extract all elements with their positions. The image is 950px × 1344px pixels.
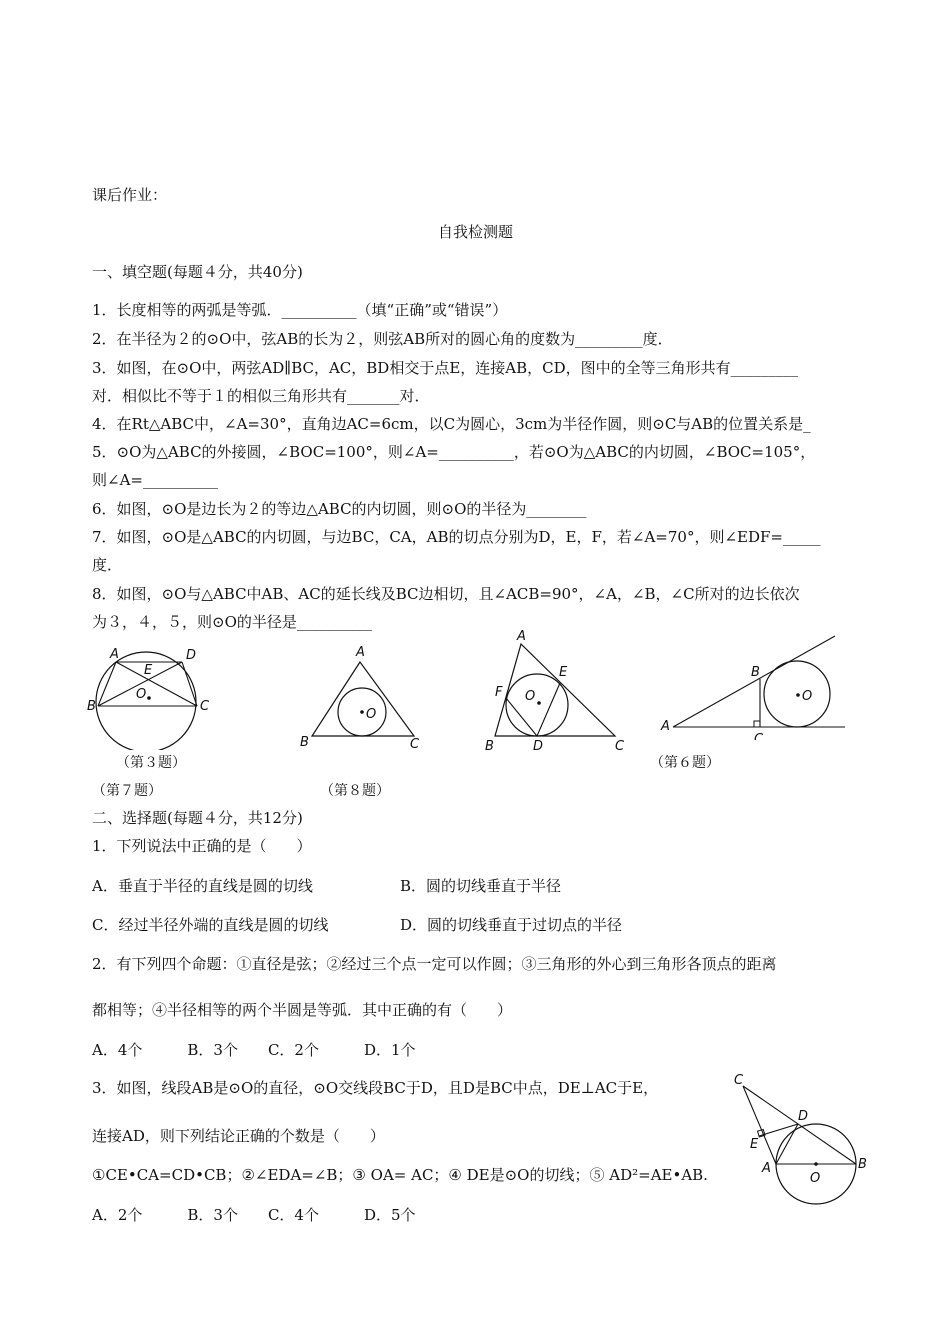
fill-q7-line2: 度．	[92, 556, 123, 574]
choice-q3-line2: 连接AD，则下列结论正确的个数是（ ）	[92, 1127, 385, 1145]
fig3-label-a: A	[517, 630, 526, 644]
choice-section-heading: 二、选择题(每题４分，共12分)	[92, 809, 303, 827]
fig4-label-o: O	[802, 689, 813, 704]
fill-q6: 6．如图，⊙O是边长为２的等边△ABC的内切圆，则⊙O的半径为________	[92, 500, 587, 518]
fig4-label-a: A	[661, 719, 670, 734]
fig5-label-c: C	[734, 1073, 744, 1088]
figure-equilateral-incircle	[290, 642, 430, 754]
fig1-label-a: A	[110, 647, 119, 662]
fig2-label-o: O	[366, 707, 377, 722]
choice-q1-stem: 1．下列说法中正确的是（ ）	[92, 837, 312, 855]
fig1-label-b: B	[87, 699, 96, 714]
fig1-caption-b: （第７题）	[92, 783, 162, 799]
choice-q2-line1: 2．有下列四个命题：①直径是弦；②经过三个点一定可以作圆；③三角形的外心到三角形各顶点的距离	[92, 955, 777, 973]
fill-q3-line1: 3．如图，在⊙O中，两弦AD∥BC，AC，BD相交于点E，连接AB，CD，图中的全等三角形共有_________	[92, 359, 799, 377]
fig5-label-b: B	[858, 1157, 867, 1172]
fill-q1: 1．长度相等的两弧是等弧．__________（填“正确”或“错误”）	[92, 301, 508, 319]
fill-q8-line1: 8．如图，⊙O与△ABC中AB、AC的延长线及BC边相切，且∠ACB=90°，∠A，∠B，∠C所对的边长依次	[92, 585, 800, 603]
choice-q1-option-a: A．垂直于半径的直线是圆的切线	[92, 877, 313, 895]
fig5-label-o: O	[810, 1171, 821, 1186]
fig3-label-f: F	[495, 685, 503, 700]
fill-q5-line2: 则∠A=__________	[92, 471, 218, 489]
fill-q3-line2: 对．相似比不等于１的相似三角形共有_______对．	[92, 387, 430, 405]
fig2-label-a: A	[356, 645, 365, 660]
fill-q7-line1: 7．如图，⊙O是△ABC的内切圆，与边BC，CA，AB的切点分别为D，E，F，若∠A=70°，则∠EDF=_____	[92, 528, 821, 546]
figure-excircle	[655, 630, 855, 740]
fill-q5-line1: 5．⊙O为△ABC的外接圆，∠BOC=100°，则∠A=__________，若⊙O为△ABC的内切圆，∠BOC=105°，	[92, 443, 816, 461]
choice-q1-option-c: C．经过半径外端的直线是圆的切线	[92, 916, 329, 934]
fig4-label-b: B	[751, 665, 760, 680]
fill-q8-line2: 为３，４，５，则⊙O的半径是__________	[92, 613, 372, 631]
fig3-label-d: D	[533, 739, 544, 754]
fig4-label-c: C	[754, 732, 764, 740]
figure-diameter-tangent	[728, 1066, 878, 1206]
figure-circle-chords	[85, 640, 225, 750]
choice-q3-line1: 3．如图，线段AB是⊙O的直径，⊙O交线段BC于D，且D是BC中点，DE⊥AC于E，	[92, 1079, 659, 1097]
figure-triangle-incircle-tangents	[475, 630, 635, 758]
fig3-label-o: O	[525, 689, 536, 704]
choice-q3-statements: ①CE•CA=CD•CB；②∠EDA=∠B；③ OA= AC；④ DE是⊙O的切线；⑤ AD²=AE•AB.	[92, 1166, 708, 1184]
page-title: 自我检测题	[438, 223, 514, 241]
choice-q1-option-d: D．圆的切线垂直于过切点的半径	[400, 916, 623, 934]
fig3-label-b: B	[485, 739, 494, 754]
fig3-label-e: E	[559, 665, 568, 680]
fig1-label-o: O	[136, 687, 147, 702]
fig2-label-b: B	[300, 735, 309, 750]
fill-q4: 4．在Rt△ABC中，∠A=30°，直角边AC=6cm，以C为圆心，3cm为半径作圆，则⊙C与AB的位置关系是_	[92, 415, 811, 433]
choice-q1-option-b: B．圆的切线垂直于半径	[400, 877, 562, 895]
choice-q3-options: A．2个 B．3个 C．4个 D．5个	[92, 1206, 416, 1224]
fig5-label-e: E	[750, 1137, 759, 1152]
fig1-label-c: C	[200, 699, 210, 714]
fig5-label-a: A	[762, 1161, 771, 1176]
fig2-label-c: C	[410, 737, 420, 752]
fig1-caption-a: （第３题）	[116, 755, 186, 771]
fig3-label-c: C	[615, 739, 625, 754]
fill-q2: 2．在半径为２的⊙O中，弦AB的长为２，则弦AB所对的圆心角的度数为_________度．	[92, 330, 673, 348]
fill-section-heading: 一、填空题(每题４分，共40分)	[92, 263, 303, 281]
fig2-caption: （第８题）	[320, 783, 390, 799]
homework-label: 课后作业：	[92, 186, 168, 204]
fig1-label-d: D	[186, 648, 197, 663]
fig1-label-e: E	[144, 663, 153, 678]
fig4-caption: （第６题）	[650, 755, 720, 771]
fig5-label-d: D	[798, 1109, 809, 1124]
choice-q2-line2: 都相等；④半径相等的两个半圆是等弧．其中正确的有（ ）	[92, 1001, 513, 1019]
choice-q2-options: A．4个 B．3个 C．2个 D．1个	[92, 1041, 416, 1059]
